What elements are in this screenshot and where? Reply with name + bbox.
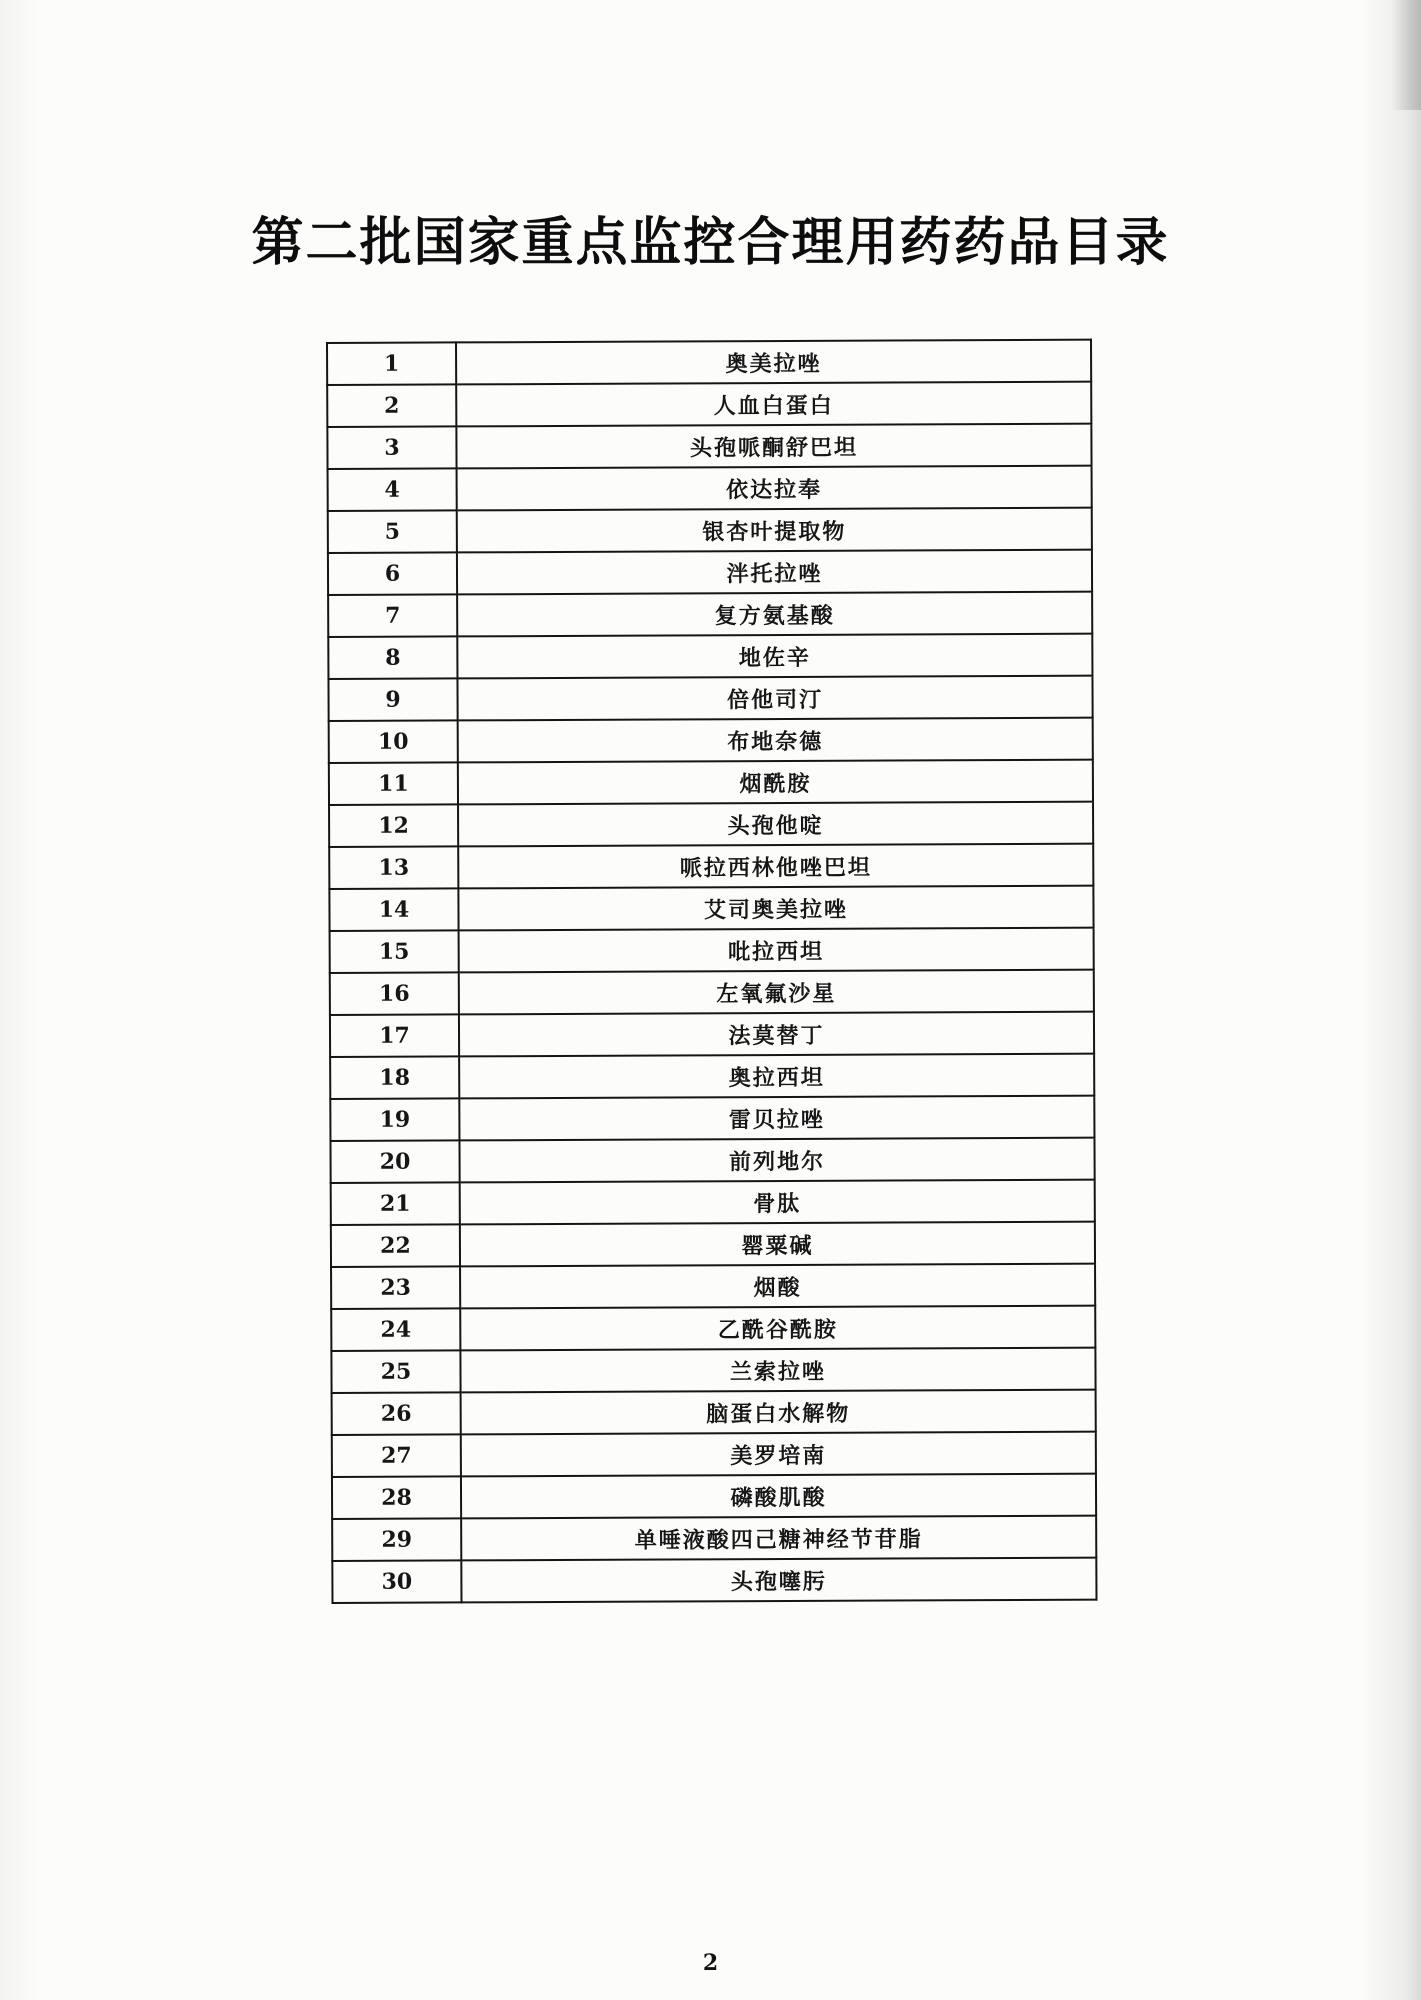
table-row bbox=[328, 466, 1092, 511]
drug-name-cell: 人血白蛋白 bbox=[456, 382, 1091, 427]
table-row bbox=[332, 1390, 1096, 1435]
row-number-cell: 24 bbox=[331, 1308, 460, 1351]
drug-list-table bbox=[326, 339, 1097, 1604]
drug-name-cell: 骨肽 bbox=[460, 1180, 1095, 1225]
table-row bbox=[329, 802, 1093, 847]
table-row bbox=[328, 550, 1092, 595]
drug-name-cell: 烟酰胺 bbox=[458, 760, 1093, 805]
table-row bbox=[331, 1222, 1095, 1267]
table-row bbox=[331, 1180, 1095, 1225]
drug-name-cell: 美罗培南 bbox=[461, 1432, 1096, 1477]
drug-name-cell: 头孢他啶 bbox=[458, 802, 1093, 847]
row-number-cell: 19 bbox=[330, 1098, 459, 1141]
drug-name-cell: 奥美拉唑 bbox=[456, 340, 1091, 385]
drug-name-cell: 泮托拉唑 bbox=[457, 550, 1092, 595]
table-row bbox=[332, 1516, 1096, 1561]
drug-name-cell: 艾司奥美拉唑 bbox=[458, 886, 1093, 931]
row-number-cell: 3 bbox=[327, 426, 456, 469]
row-number-cell: 1 bbox=[327, 342, 456, 385]
table-row bbox=[330, 1138, 1094, 1183]
drug-name-cell: 头孢噻肟 bbox=[461, 1558, 1096, 1603]
table-row bbox=[328, 508, 1092, 553]
row-number-cell: 2 bbox=[327, 384, 456, 427]
table-row bbox=[330, 1012, 1094, 1057]
table-row bbox=[329, 886, 1093, 931]
drug-name-cell: 银杏叶提取物 bbox=[457, 508, 1092, 553]
table-row bbox=[332, 1474, 1096, 1519]
drug-name-cell: 头孢哌酮舒巴坦 bbox=[456, 424, 1091, 469]
table-row bbox=[327, 340, 1091, 385]
row-number-cell: 16 bbox=[330, 972, 459, 1015]
scan-edge-shadow bbox=[1391, 0, 1421, 110]
drug-name-cell: 前列地尔 bbox=[459, 1138, 1094, 1183]
drug-name-cell: 复方氨基酸 bbox=[457, 592, 1092, 637]
row-number-cell: 15 bbox=[330, 930, 459, 973]
row-number-cell: 20 bbox=[330, 1140, 459, 1183]
row-number-cell: 23 bbox=[331, 1266, 460, 1309]
table-row bbox=[327, 382, 1091, 427]
row-number-cell: 8 bbox=[328, 636, 457, 679]
drug-name-cell: 地佐辛 bbox=[457, 634, 1092, 679]
row-number-cell: 9 bbox=[328, 678, 457, 721]
table-row bbox=[330, 970, 1094, 1015]
row-number-cell: 30 bbox=[332, 1560, 461, 1603]
table-row bbox=[332, 1558, 1096, 1603]
table-row bbox=[330, 1096, 1094, 1141]
drug-name-cell: 罂粟碱 bbox=[460, 1222, 1095, 1267]
page-number: 2 bbox=[702, 1950, 719, 1976]
drug-name-cell: 单唾液酸四己糖神经节苷脂 bbox=[461, 1516, 1096, 1561]
table-row bbox=[327, 424, 1091, 469]
row-number-cell: 5 bbox=[328, 510, 457, 553]
drug-name-cell: 布地奈德 bbox=[458, 718, 1093, 763]
table-row bbox=[330, 1054, 1094, 1099]
drug-name-cell: 倍他司汀 bbox=[457, 676, 1092, 721]
row-number-cell: 10 bbox=[329, 720, 458, 763]
table-row bbox=[329, 760, 1093, 805]
table-row bbox=[330, 928, 1094, 973]
row-number-cell: 28 bbox=[332, 1476, 461, 1519]
drug-name-cell: 兰索拉唑 bbox=[460, 1348, 1095, 1393]
drug-name-cell: 奥拉西坦 bbox=[459, 1054, 1094, 1099]
drug-name-cell: 磷酸肌酸 bbox=[461, 1474, 1096, 1519]
drug-name-cell: 雷贝拉唑 bbox=[459, 1096, 1094, 1141]
drug-name-cell: 乙酰谷酰胺 bbox=[460, 1306, 1095, 1351]
drug-name-cell: 吡拉西坦 bbox=[459, 928, 1094, 973]
drug-name-cell: 左氧氟沙星 bbox=[459, 970, 1094, 1015]
row-number-cell: 7 bbox=[328, 594, 457, 637]
table-row bbox=[328, 634, 1092, 679]
table-row bbox=[331, 1306, 1095, 1351]
row-number-cell: 4 bbox=[328, 468, 457, 511]
drug-name-cell: 依达拉奉 bbox=[457, 466, 1092, 511]
row-number-cell: 26 bbox=[332, 1392, 461, 1435]
row-number-cell: 22 bbox=[331, 1224, 460, 1267]
row-number-cell: 21 bbox=[331, 1182, 460, 1225]
row-number-cell: 13 bbox=[329, 846, 458, 889]
drug-name-cell: 烟酸 bbox=[460, 1264, 1095, 1309]
row-number-cell: 29 bbox=[332, 1518, 461, 1561]
drug-list-body bbox=[327, 340, 1096, 1603]
drug-name-cell: 脑蛋白水解物 bbox=[461, 1390, 1096, 1435]
table-row bbox=[329, 718, 1093, 763]
row-number-cell: 14 bbox=[329, 888, 458, 931]
table-row bbox=[332, 1432, 1096, 1477]
row-number-cell: 6 bbox=[328, 552, 457, 595]
row-number-cell: 27 bbox=[332, 1434, 461, 1477]
row-number-cell: 18 bbox=[330, 1056, 459, 1099]
row-number-cell: 17 bbox=[330, 1014, 459, 1057]
table-row bbox=[328, 676, 1092, 721]
row-number-cell: 12 bbox=[329, 804, 458, 847]
drug-name-cell: 哌拉西林他唑巴坦 bbox=[458, 844, 1093, 889]
table-row bbox=[328, 592, 1092, 637]
table-row bbox=[329, 844, 1093, 889]
table-row bbox=[331, 1264, 1095, 1309]
page-title: 第二批国家重点监控合理用药药品目录 bbox=[251, 213, 1170, 273]
row-number-cell: 25 bbox=[331, 1350, 460, 1393]
row-number-cell: 11 bbox=[329, 762, 458, 805]
drug-name-cell: 法莫替丁 bbox=[459, 1012, 1094, 1057]
table-row bbox=[331, 1348, 1095, 1393]
